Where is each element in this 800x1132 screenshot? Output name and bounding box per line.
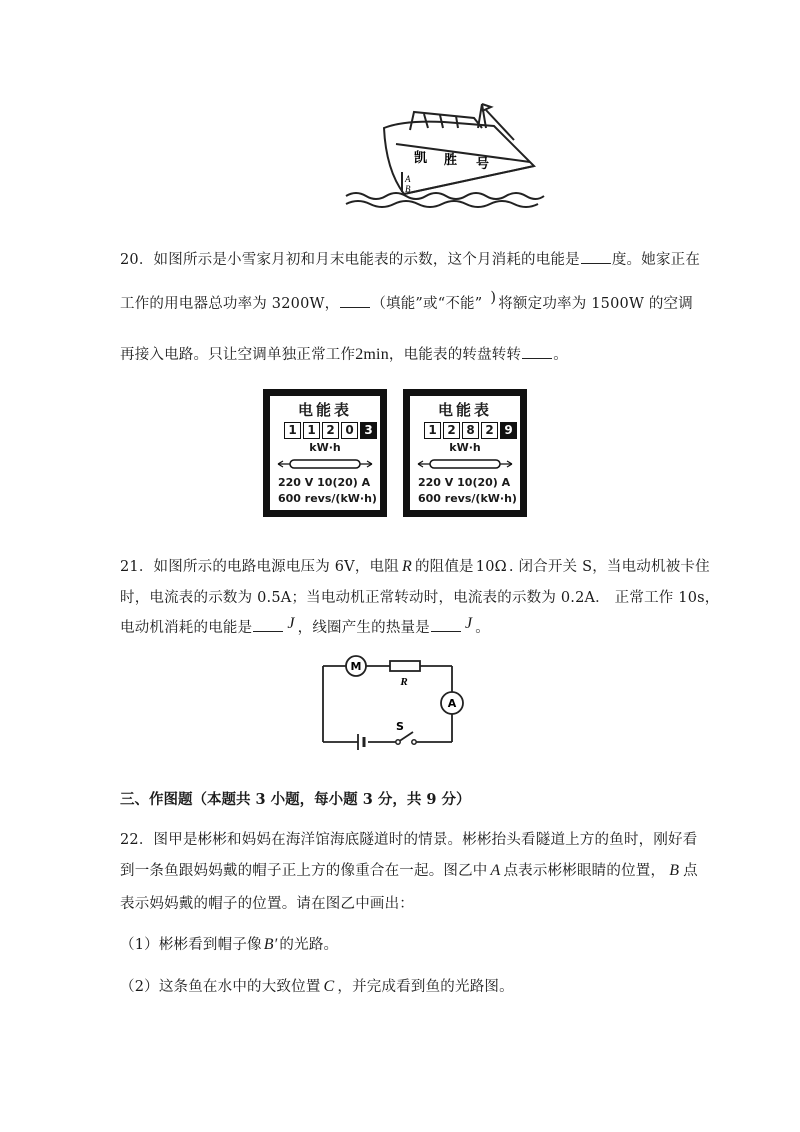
motor-label: M bbox=[350, 660, 362, 673]
meter-digits bbox=[284, 422, 377, 438]
switch-label: S bbox=[396, 720, 404, 733]
q21-text: 21．如图所示的电路电源电压为 6V，电阻 bbox=[120, 559, 399, 575]
q21-text: 的阻值是 bbox=[414, 559, 474, 575]
meter-digit-decimal: 9 bbox=[500, 422, 517, 439]
meter-digit: 1 bbox=[284, 422, 301, 439]
ship-illustration bbox=[344, 100, 546, 210]
q22-line-2 bbox=[120, 859, 698, 880]
ship-name-2: 胜 bbox=[444, 153, 458, 168]
q22-line-1: 22．图甲是彬彬和妈妈在海洋馆海底隧道时的情景。彬彬抬头看隧道上方的鱼时，刚好看 bbox=[120, 832, 698, 848]
q22-point-b: B bbox=[669, 862, 680, 879]
meter-spec-revs: 600 revs/(kW·h) bbox=[418, 492, 517, 505]
q22-text: 点表示彬彬眼睛的位置， bbox=[503, 863, 666, 879]
meter-digit: 1 bbox=[424, 422, 441, 439]
q21-unit-j: J bbox=[464, 615, 473, 632]
q22-text: （2）这条鱼在水中的大致位置 bbox=[120, 979, 321, 995]
q20-text: 再接入电路。只让空调单独正常工作 bbox=[120, 347, 356, 363]
meter-title: 电能表 bbox=[437, 401, 492, 419]
q20-text: 度。她家正在 bbox=[611, 252, 701, 268]
q20-text: 20．如图所示是小雪家月初和月末电能表的示数，这个月消耗的电能是 bbox=[120, 252, 580, 268]
meter-spec-rating: 220 V 10(20) A bbox=[418, 476, 511, 489]
q22-line-5 bbox=[120, 975, 514, 996]
q22-point-a: A bbox=[490, 862, 501, 879]
meter-unit: kW·h bbox=[449, 441, 481, 454]
q22-point-b-prime: B′ bbox=[263, 936, 278, 953]
meter-digits bbox=[424, 422, 517, 438]
meter-digit: 1 bbox=[303, 422, 320, 439]
resistor-label: R bbox=[400, 676, 408, 688]
section-heading: 三、作图题（本题共 3 小题，每小题 3 分，共 9 分） bbox=[120, 791, 471, 808]
q21-text: 。 bbox=[475, 620, 490, 636]
ship-label-a: A bbox=[405, 174, 411, 184]
meter-title: 电能表 bbox=[297, 401, 352, 419]
q21-line-2: 时，电流表的示数为 0.5A；当电动机正常转动时，电流表的示数为 0.2A． 正常工作 10s， bbox=[120, 590, 720, 606]
q20-text: ) bbox=[490, 290, 497, 306]
ship-name-3: 号 bbox=[476, 157, 490, 172]
meter-digit: 2 bbox=[443, 422, 460, 439]
energy-meter-end bbox=[403, 389, 527, 517]
answer-blank[interactable] bbox=[340, 295, 370, 308]
meter-dial-window bbox=[416, 458, 514, 470]
q20-text: 。 bbox=[553, 347, 568, 363]
q21-text: . 闭合开关 S，当电动机被卡住 bbox=[508, 559, 710, 575]
answer-blank[interactable] bbox=[522, 346, 552, 359]
q22-line-4 bbox=[120, 933, 338, 954]
q22-text: 到一条鱼跟妈妈戴的帽子正上方的像重合在一起。图乙中 bbox=[120, 863, 488, 879]
q21-text: ，线圈产生的热量是 bbox=[297, 620, 430, 636]
q21-line-3 bbox=[120, 616, 490, 637]
meter-dial-window bbox=[276, 458, 374, 470]
answer-blank[interactable] bbox=[581, 251, 611, 264]
answer-blank[interactable] bbox=[431, 619, 461, 632]
meter-unit: kW·h bbox=[309, 441, 341, 454]
ammeter-label: A bbox=[447, 697, 457, 710]
q22-text: （1）彬彬看到帽子像 bbox=[120, 937, 262, 953]
meter-spec-rating: 220 V 10(20) A bbox=[278, 476, 371, 489]
q22-text: ，并完成看到鱼的光路图。 bbox=[337, 979, 514, 995]
q22-text: 点 bbox=[683, 863, 698, 879]
meter-digit: 2 bbox=[481, 422, 498, 439]
resistor-symbol bbox=[390, 661, 420, 671]
q22-point-c: C bbox=[323, 978, 335, 995]
q22-text: 的光路。 bbox=[279, 937, 339, 953]
meter-digit: 8 bbox=[462, 422, 479, 439]
q20-text: 工作的用电器总功率为 3200W， bbox=[120, 296, 340, 312]
q21-text: 电动机消耗的电能是 bbox=[120, 620, 253, 636]
q20-text: ，电能表的转盘转转 bbox=[388, 347, 522, 363]
q22-line-3: 表示妈妈戴的帽子的位置。请在图乙中画出： bbox=[120, 896, 414, 912]
meter-digit-decimal: 3 bbox=[360, 422, 377, 439]
q21-symbol-r: R bbox=[401, 558, 412, 575]
energy-meter-start bbox=[263, 389, 387, 517]
q21-resistance: 10Ω bbox=[475, 559, 507, 575]
meter-digit: 0 bbox=[341, 422, 358, 439]
q20-text: （填能”或“不能” bbox=[371, 296, 483, 312]
q20-line-1 bbox=[120, 248, 700, 269]
q20-line-3 bbox=[120, 343, 568, 364]
q21-unit-j: J bbox=[287, 615, 295, 632]
q20-line-2 bbox=[120, 292, 693, 313]
q21-line-1 bbox=[120, 555, 710, 576]
meter-digit: 2 bbox=[322, 422, 339, 439]
meter-spec-revs: 600 revs/(kW·h) bbox=[278, 492, 377, 505]
ship-name-1: 凯 bbox=[414, 151, 428, 166]
q20-time: 2min bbox=[355, 346, 389, 363]
q20-text: 将额定功率为 1500W 的空调 bbox=[498, 296, 693, 312]
circuit-diagram bbox=[318, 654, 468, 754]
ship-label-b: B bbox=[405, 184, 411, 194]
answer-blank[interactable] bbox=[253, 619, 283, 632]
